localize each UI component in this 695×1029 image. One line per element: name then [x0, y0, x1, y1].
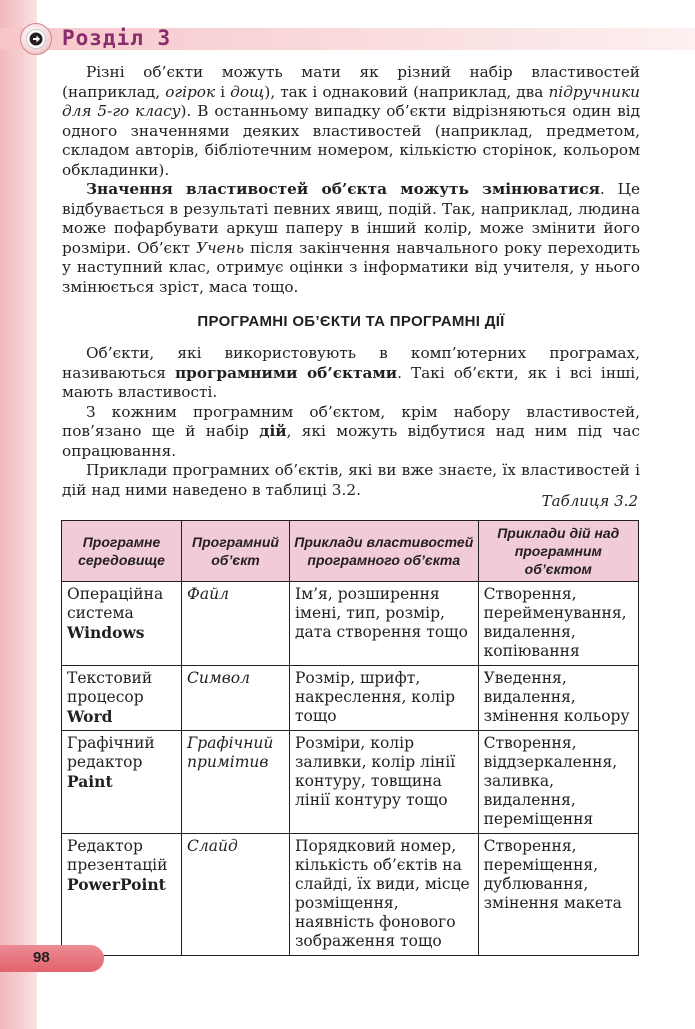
cell-actions: Створення, перейменування, видалення, копіювання [478, 582, 638, 666]
page-number: 98 [33, 949, 50, 966]
cell-actions: Створення, переміщення, дублювання, змінення макета [478, 834, 638, 956]
cell-actions: Створення, віддзеркалення, заливка, видалення, переміщення [478, 731, 638, 834]
section-paragraph-1: Об’єкти, які використовують в комп’ютерних програмах, називаються програмними об’єктами. Такі об’єкти, як і всі інші, мають властивості. [62, 344, 640, 401]
table-row [62, 582, 639, 666]
header-environment: Програмне середовище [62, 521, 182, 582]
section-text [62, 344, 640, 500]
table-row [62, 834, 639, 956]
section-paragraph-3: Приклади програмних об’єктів, які ви вже знаєте, їх властивостей і дій над ними наведено в таблиці 3.2. [62, 461, 640, 499]
cell-object: Графічний примітив [182, 731, 290, 834]
header-properties: Приклади властивостей програмного об’єкта [289, 521, 478, 582]
arrow-right-icon [26, 29, 46, 49]
program-name: Windows [67, 623, 145, 642]
cell-properties: Ім’я, розширення імені, тип, розмір, дата створення тощо [289, 582, 478, 666]
table-caption: Таблиця 3.2 [541, 492, 638, 510]
intro-paragraph-2: Значення властивостей об’єкта можуть змінюватися. Це відбувається в результаті певних явищ, подій. Так, наприклад, людина може пофарбувати аркуш паперу в інший колір, може змінити його розміри. Об’єкт Учень після закінчення навчального року переходить у наступний клас, отримує оцінки з інформатики від учителя, у нього змінюється зріст, маса тощо. [62, 180, 640, 296]
section-title: Розділ 3 [62, 26, 172, 50]
cell-actions: Уведення, видалення, змінення кольору [478, 666, 638, 731]
section-marker [20, 23, 52, 55]
cell-environment: Графічний редактор Paint [62, 731, 182, 834]
intro-paragraph-1: Різні об’єкти можуть мати як різний набір властивостей (наприклад, огірок і дощ), так і однаковий (наприклад, два підручники для 5-го класу). В останньому випадку об’єкти відрізняються один від одного значеннями деяких властивостей (наприклад, предметом, складом авторів, бібліотечним номером, кількістю сторінок, кольором обкладинки). [62, 63, 640, 179]
section-paragraph-2: З кожним програмним об’єктом, крім набору властивостей, пов’язано ще й набір дій, які можуть відбутися над ним під час опрацювання. [62, 402, 641, 460]
table-header-row [62, 521, 639, 582]
program-name: Word [67, 707, 113, 726]
cell-properties: Розміри, колір заливки, колір лінії контуру, товщина лінії контуру тощо [289, 731, 478, 834]
program-name: PowerPoint [67, 875, 166, 894]
cell-object: Слайд [182, 834, 290, 956]
margin-strip [0, 0, 37, 1029]
header-actions: Приклади дій над програмним об’єктом [478, 521, 638, 582]
table-row [62, 666, 639, 731]
intro-text [62, 63, 640, 297]
header-object: Програмний об’єкт [182, 521, 290, 582]
section-subheading: ПРОГРАМНІ ОБ’ЄКТИ ТА ПРОГРАМНІ ДІЇ [197, 313, 505, 330]
program-name: Paint [67, 772, 113, 791]
page-number-tab [0, 945, 104, 972]
cell-object: Символ [182, 666, 290, 731]
cell-properties: Розмір, шрифт, накреслення, колір тощо [289, 666, 478, 731]
cell-properties: Порядковий номер, кількість об’єктів на слайді, їх види, місце розміщення, наявність фонового зображення тощо [289, 834, 478, 956]
data-table [61, 520, 639, 956]
cell-environment: Текстовий процесор Word [62, 666, 182, 731]
cell-object: Файл [182, 582, 290, 666]
cell-environment: Редактор презентацій PowerPoint [62, 834, 182, 956]
cell-environment: Операційна система Windows [62, 582, 182, 666]
table-row [62, 731, 639, 834]
